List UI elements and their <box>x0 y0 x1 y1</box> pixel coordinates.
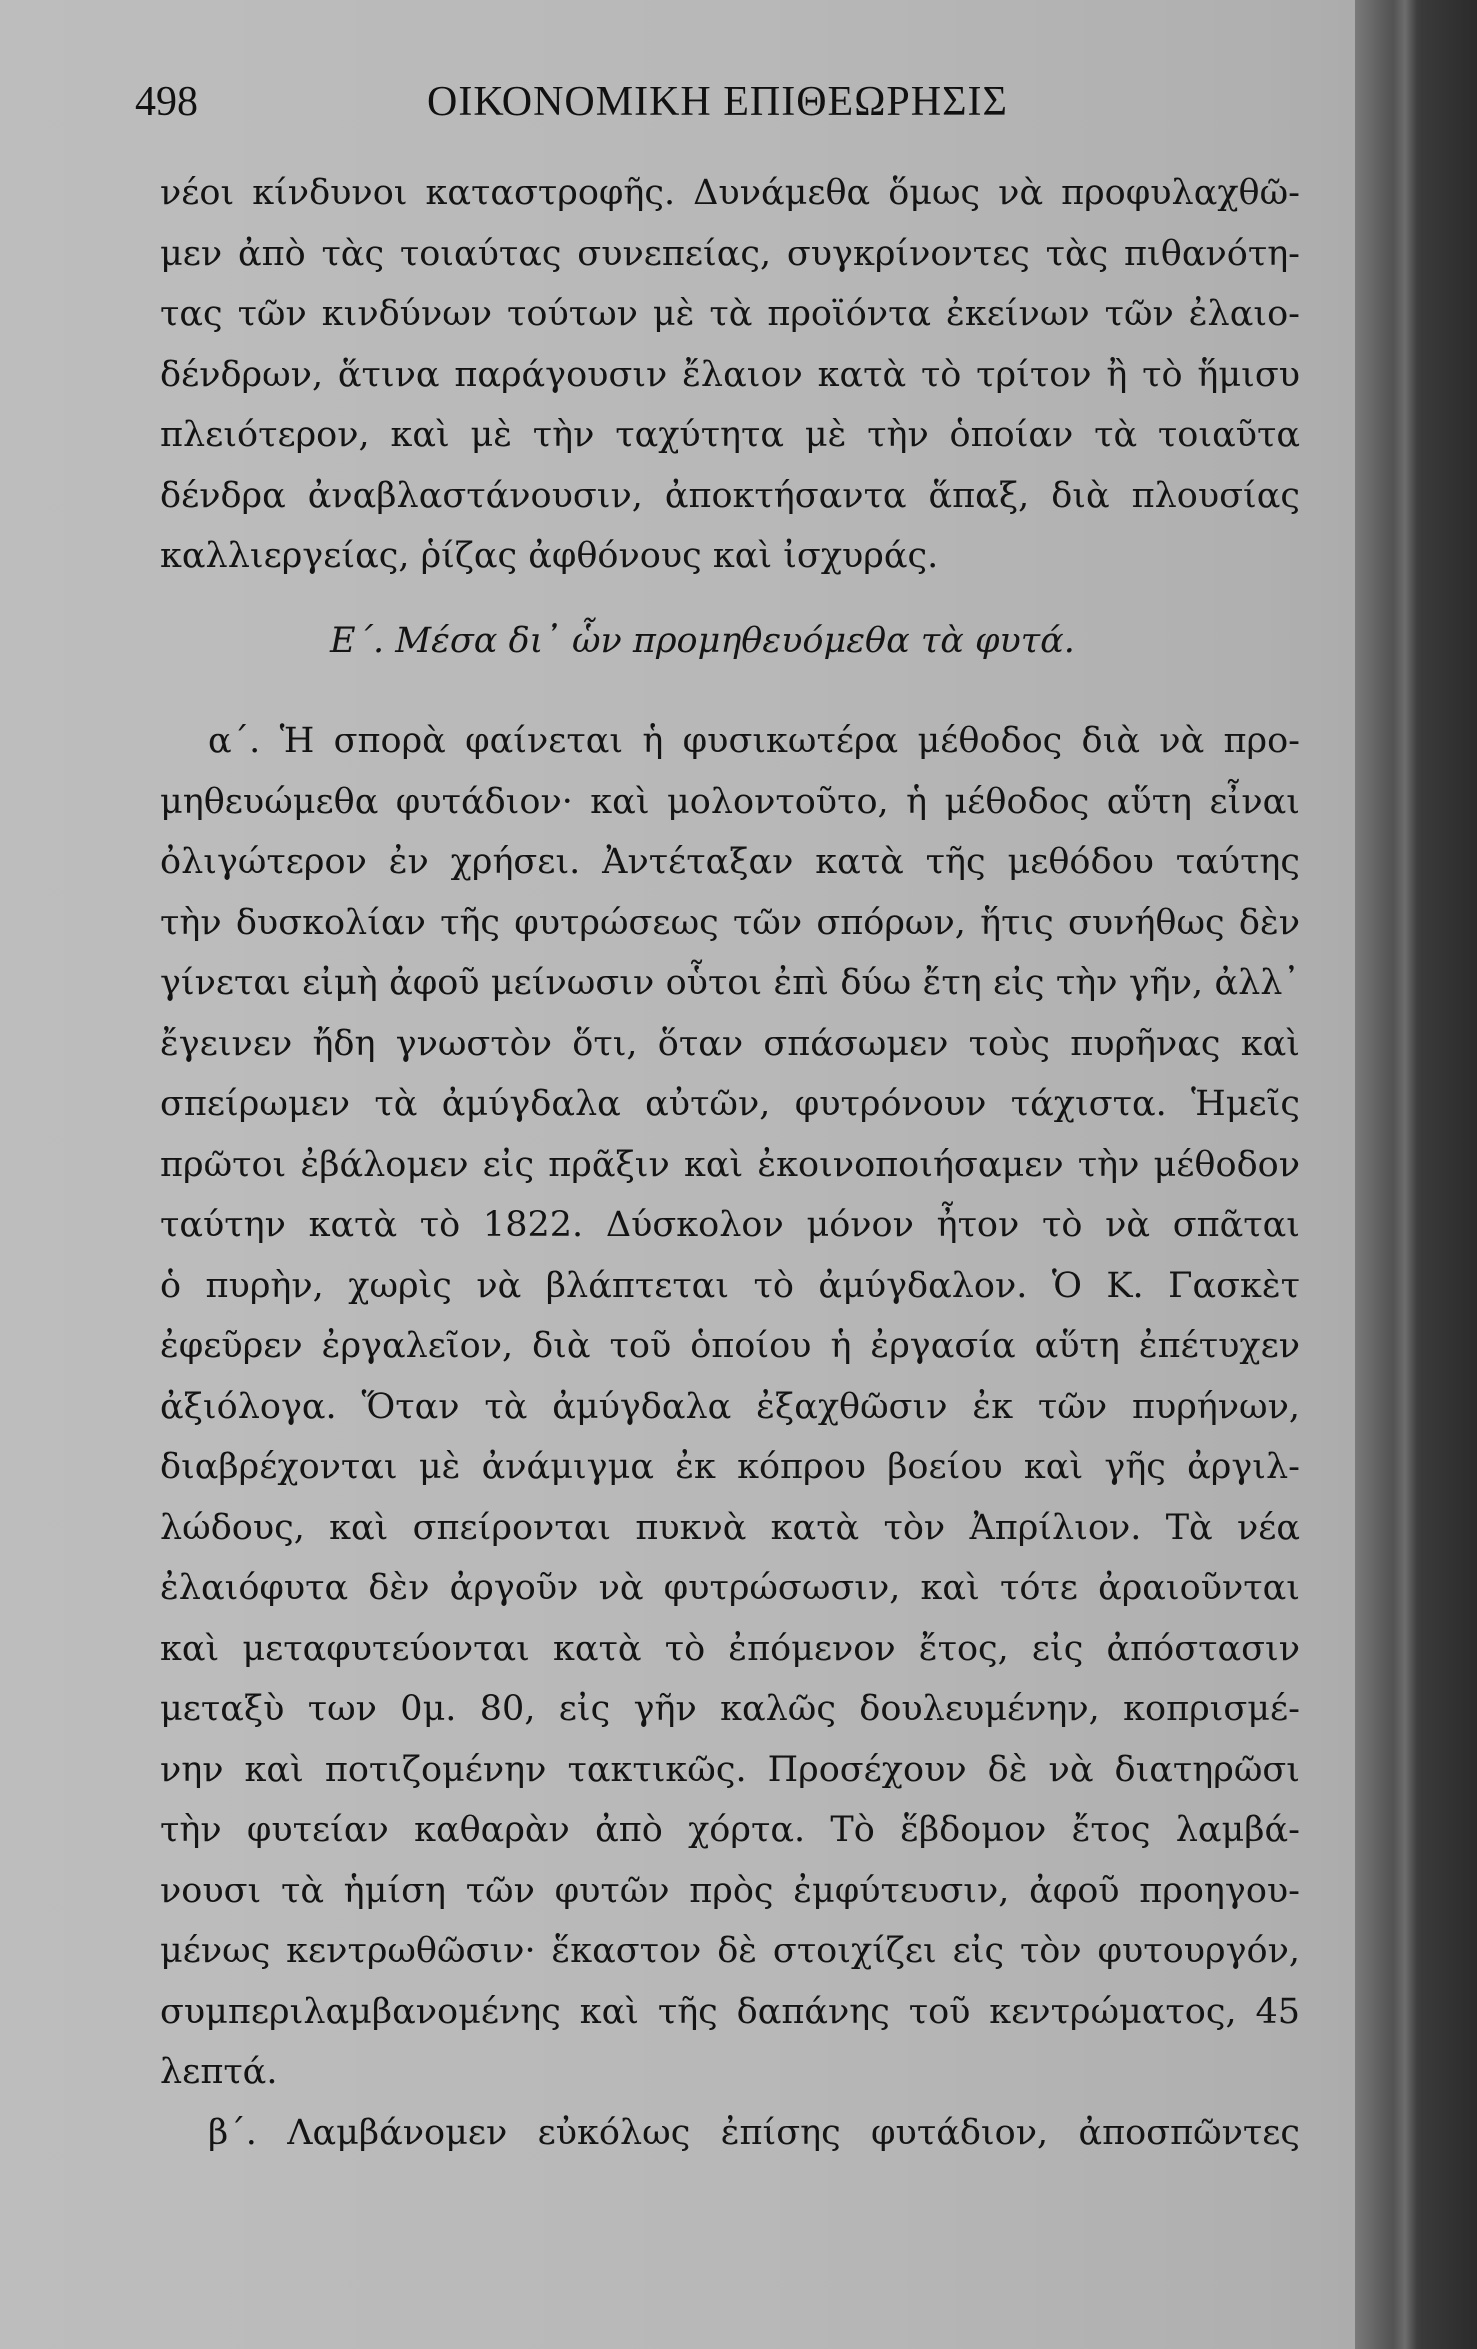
text-line: ὀλιγώτερον ἐν χρήσει. Ἀντέταξαν κατὰ τῆς μεθόδου ταύτης <box>160 842 1300 882</box>
text-line: διαβρέχονται μὲ ἀνάμιγμα ἐκ κόπρου βοείου καὶ γῆς ἀργιλ- <box>160 1447 1300 1487</box>
text-line: τας τῶν κινδύνων τούτων μὲ τὰ προϊόντα ἐκείνων τῶν ἐλαιο- <box>160 294 1300 334</box>
text-line: πρῶτοι ἐβάλομεν εἰς πρᾶξιν καὶ ἐκοινοποιήσαμεν τὴν μέθοδον <box>160 1144 1300 1185</box>
text-line: νέοι κίνδυνοι καταστροφῆς. Δυνάμεθα ὅμως νὰ προφυλαχθῶ- <box>160 173 1300 213</box>
page-body <box>160 163 1300 2163</box>
paragraph-3 <box>160 2103 1300 2164</box>
text-line: ἐφεῦρεν ἐργαλεῖον, διὰ τοῦ ὁποίου ἡ ἐργασία αὕτη ἐπέτυχεν <box>160 1326 1300 1366</box>
text-line: τὴν δυσκολίαν τῆς φυτρώσεως τῶν σπόρων, ἥτις συνήθως δὲν <box>160 902 1300 943</box>
text-line: ἐλαιόφυτα δὲν ἀργοῦν νὰ φυτρώσωσιν, καὶ τότε ἀραιοῦνται <box>160 1568 1300 1608</box>
text-line: λεπτά. <box>160 2052 278 2092</box>
text-line: β΄. Λαμβάνομεν εὐκόλως ἐπίσης φυτάδιον, ἀποσπῶντες <box>208 2112 1300 2153</box>
text-line: ὁ πυρὴν, χωρὶς νὰ βλάπτεται τὸ ἀμύγδαλον. Ὁ Κ. Γασκὲτ <box>160 1265 1300 1306</box>
text-line: ταύτην κατὰ τὸ 1822. Δύσκολον μόνον ἦτον τὸ νὰ σπᾶται <box>160 1205 1300 1245</box>
text-line: α΄. Ἡ σπορὰ φαίνεται ἡ φυσικωτέρα μέθοδος διὰ νὰ προ- <box>208 721 1300 761</box>
text-line: τὴν φυτείαν καθαρὰν ἀπὸ χόρτα. Τὸ ἕβδομον ἔτος λαμβά- <box>160 1810 1300 1850</box>
text-line: νουσι τὰ ἡμίση τῶν φυτῶν πρὸς ἐμφύτευσιν, ἀφοῦ προηγου- <box>160 1870 1300 1911</box>
text-line: καλλιεργείας, ῥίζας ἀφθόνους καὶ ἰσχυράς. <box>160 536 939 576</box>
text-line: πλειότερον, καὶ μὲ τὴν ταχύτητα μὲ τὴν ὁποίαν τὰ τοιαῦτα <box>160 415 1300 455</box>
text-line: γίνεται εἰμὴ ἀφοῦ μείνωσιν οὗτοι ἐπὶ δύω ἔτη εἰς τὴν γῆν, ἀλλ᾿ <box>160 963 1300 1003</box>
text-line: μένως κεντρωθῶσιν· ἕκαστον δὲ στοιχίζει εἰς τὸν φυτουργόν, <box>160 1931 1300 1971</box>
text-line: μεν ἀπὸ τὰς τοιαύτας συνεπείας, συγκρίνοντες τὰς πιθανότη- <box>160 233 1300 274</box>
text-line: δένδρων, ἅτινα παράγουσιν ἔλαιον κατὰ τὸ τρίτον ἢ τὸ ἥμισυ <box>160 354 1300 395</box>
text-line: ἀξιόλογα. Ὅταν τὰ ἀμύγδαλα ἐξαχθῶσιν ἐκ τῶν πυρήνων, <box>160 1386 1300 1427</box>
text-line: μηθευώμεθα φυτάδιον· καὶ μολοντοῦτο, ἡ μέθοδος αὕτη εἶναι <box>160 781 1300 822</box>
paragraph-2 <box>160 711 1300 2103</box>
running-head-title: ΟΙΚΟΝΟΜΙΚΗ ΕΠΙΘΕΩΡΗΣΙΣ <box>427 79 1008 125</box>
paragraph-1 <box>160 163 1300 587</box>
text-line: καὶ μεταφυτεύονται κατὰ τὸ ἐπόμενον ἔτος, εἰς ἀπόστασιν <box>160 1628 1300 1669</box>
section-heading: Ε΄. Μέσα δι᾿ ὧν προμηθευόμεθα τὰ φυτά. <box>330 620 1075 661</box>
text-line: νην καὶ ποτιζομένην τακτικῶς. Προσέχουν δὲ νὰ διατηρῶσι <box>160 1749 1300 1790</box>
text-line: σπείρωμεν τὰ ἀμύγδαλα αὐτῶν, φυτρόνουν τάχιστα. Ἡμεῖς <box>160 1084 1300 1124</box>
text-line: δένδρα ἀναβλαστάνουσιν, ἀποκτήσαντα ἅπαξ, διὰ πλουσίας <box>160 475 1300 516</box>
page-header <box>135 70 1315 150</box>
page-number: 498 <box>135 79 198 125</box>
text-line: ἔγεινεν ἤδη γνωστὸν ὅτι, ὅταν σπάσωμεν τοὺς πυρῆνας καὶ <box>160 1023 1300 1064</box>
text-line: λώδους, καὶ σπείρονται πυκνὰ κατὰ τὸν Ἀπρίλιον. Τὰ νέα <box>160 1507 1300 1548</box>
text-line: συμπεριλαμβανομένης καὶ τῆς δαπάνης τοῦ κεντρώματος, 45 <box>160 1991 1300 2032</box>
text-line: μεταξὺ των 0μ. 80, εἰς γῆν καλῶς δουλευμένην, κοπρισμέ- <box>160 1689 1300 1729</box>
spine-highlight <box>1393 0 1417 2349</box>
